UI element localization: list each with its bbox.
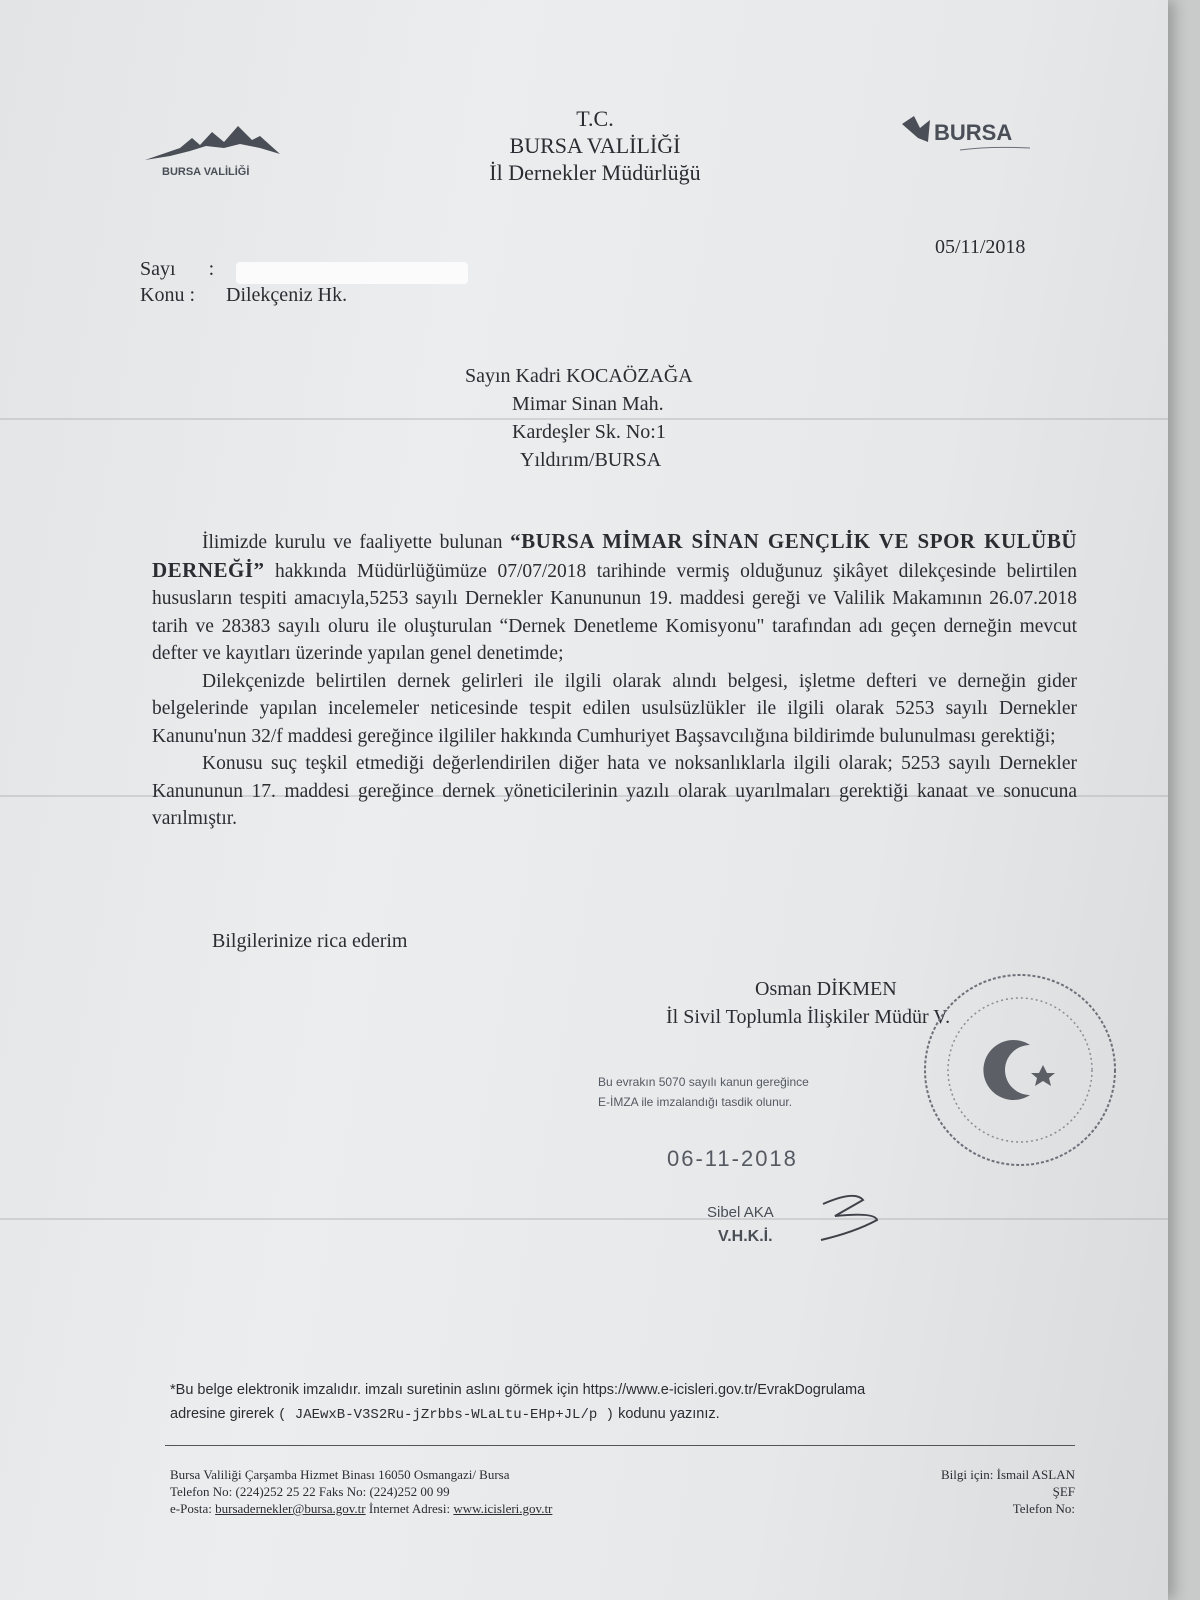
bursa-logo <box>900 106 1050 161</box>
footer-email-web: e-Posta: bursadernekler@bursa.gov.tr İnternet Adresi: www.icisleri.gov.tr <box>170 1501 553 1516</box>
recipient-line3: Yıldırım/BURSA <box>520 449 662 471</box>
certification-date: 06-11-2018 <box>667 1146 798 1171</box>
closing-line: Bilgilerinize rica ederim <box>212 930 408 952</box>
sayi-label: Sayı <box>140 258 176 280</box>
tc-label: T.C. <box>576 106 614 131</box>
footer-email-link[interactable]: bursadernekler@bursa.gov.tr <box>215 1501 366 1516</box>
footer-address: Bursa Valiliği Çarşamba Hizmet Binası 16050 Osmangazi/ Bursa <box>170 1467 510 1482</box>
redacted-number <box>236 262 468 284</box>
e-signature-note <box>170 1378 1100 1427</box>
recipient-block <box>465 362 785 474</box>
certification-stamp <box>598 1072 809 1112</box>
signatory-title: İl Sivil Toplumla İlişkiler Müdür V. <box>666 1006 951 1028</box>
note-line1: *Bu belge elektronik imzalıdır. imzalı suretinin aslını görmek için https://www.e-icisleri.gov.tr/EvrakDogrulama <box>170 1382 866 1398</box>
association-name: “BURSA MİMAR SİNAN GENÇLİK VE SPOR KULÜBÜ DERNEĞİ” <box>152 529 1077 582</box>
certifier-name: Sibel AKA <box>707 1204 774 1221</box>
recipient-line2: Kardeşler Sk. No:1 <box>512 421 666 443</box>
info-phone: Telefon No: <box>1012 1501 1075 1516</box>
info-contact: Bilgi için: İsmail ASLAN <box>941 1467 1075 1482</box>
certification-line2: E-İMZA ile imzalandığı tasdik olunur. <box>598 1095 793 1109</box>
official-seal-stamp <box>915 965 1125 1175</box>
svg-text:BURSA: BURSA <box>934 120 1013 145</box>
note-line2: adresine girerek ( JAEwxB-V3S2Ru-jZrbbs-WLaLtu-EHp+JL/p ) kodunu yazınız. <box>170 1406 720 1423</box>
konu-row <box>140 284 347 307</box>
letter-body <box>152 528 1077 833</box>
certification-line1: Bu evrakın 5070 sayılı kanun gereğince <box>598 1075 809 1089</box>
signatory-name: Osman DİKMEN <box>755 978 897 1000</box>
verification-code: ( JAEwxB-V3S2Ru-jZrbbs-WLaLtu-EHp+JL/p ) <box>278 1407 615 1423</box>
footer-contact <box>170 1466 552 1517</box>
konu-label: Konu : <box>140 284 195 306</box>
svg-text:BURSA VALİLİĞİ: BURSA VALİLİĞİ <box>162 166 250 178</box>
department-name: İl Dernekler Müdürlüğü <box>489 160 701 185</box>
footer-phone: Telefon No: (224)252 25 22 Faks No: (224)252 00 99 <box>170 1484 450 1499</box>
handwritten-signature <box>815 1192 905 1252</box>
document-date: 05/11/2018 <box>935 236 1026 258</box>
footer-info <box>880 1466 1075 1517</box>
konu-value: Dilekçeniz Hk. <box>226 284 348 306</box>
paragraph-3: Konusu suç teşkil etmediği değerlendirilen diğer hata ve noksanlıklarla ilgili olarak; 5253 sayılı Dernekler Kanununun 17. maddesi gereğince dernek yöneticilerinin yazılı olarak uyarılmaları gerektiği kanaat ve sonucuna varılmıştır. <box>152 753 1077 829</box>
paragraph-1: İlimizde kurulu ve faaliyette bulunan “BURSA MİMAR SİNAN GENÇLİK VE SPOR KULÜBÜ DERNEĞİ” hakkında Müdürlüğümüze 07/07/2018 tarihinde vermiş olduğunuz şikâyet dilekçesinde belirtilen hususların tespiti amacıyla,5253 sayılı Dernekler Kanununun 19. maddesi gereği ve Valilik Makamının 26.07.2018 tarih ve 28383 sayılı oluru ile oluşturulan “Dernek Denetleme Komisyonu" tarafından adı geçen derneğin mevcut defter ve kayıtları üzerinde yapılan genel denetimde; <box>152 529 1077 664</box>
footer-web-link[interactable]: www.icisleri.gov.tr <box>453 1501 553 1516</box>
certifier-title: V.H.K.İ. <box>718 1228 773 1245</box>
recipient-line1: Mimar Sinan Mah. <box>512 393 664 415</box>
sayi-row <box>140 258 214 281</box>
paragraph-2: Dilekçenizde belirtilen dernek gelirleri ile ilgili olarak alındı belgesi, işletme defteri ve derneğin gider belgelerinde yapılan incelemeler neticesinde tespit edilen usulsüzlükler ile ilgili olarak 5253 sayılı Dernekler Kanunu'nun 32/f maddesi gereğince ilgililer hakkında Cumhuriyet Başsavcılığına bildirimde bulunulması gerektiği; <box>152 670 1077 747</box>
letterhead <box>440 105 750 186</box>
office-name: BURSA VALİLİĞİ <box>509 133 681 158</box>
footer-divider <box>165 1445 1075 1446</box>
recipient-name: Sayın Kadri KOCAÖZAĞA <box>465 365 693 387</box>
bursa-valiligi-logo <box>140 118 290 188</box>
info-title: ŞEF <box>1052 1484 1075 1499</box>
sayi-colon: : <box>208 258 215 280</box>
